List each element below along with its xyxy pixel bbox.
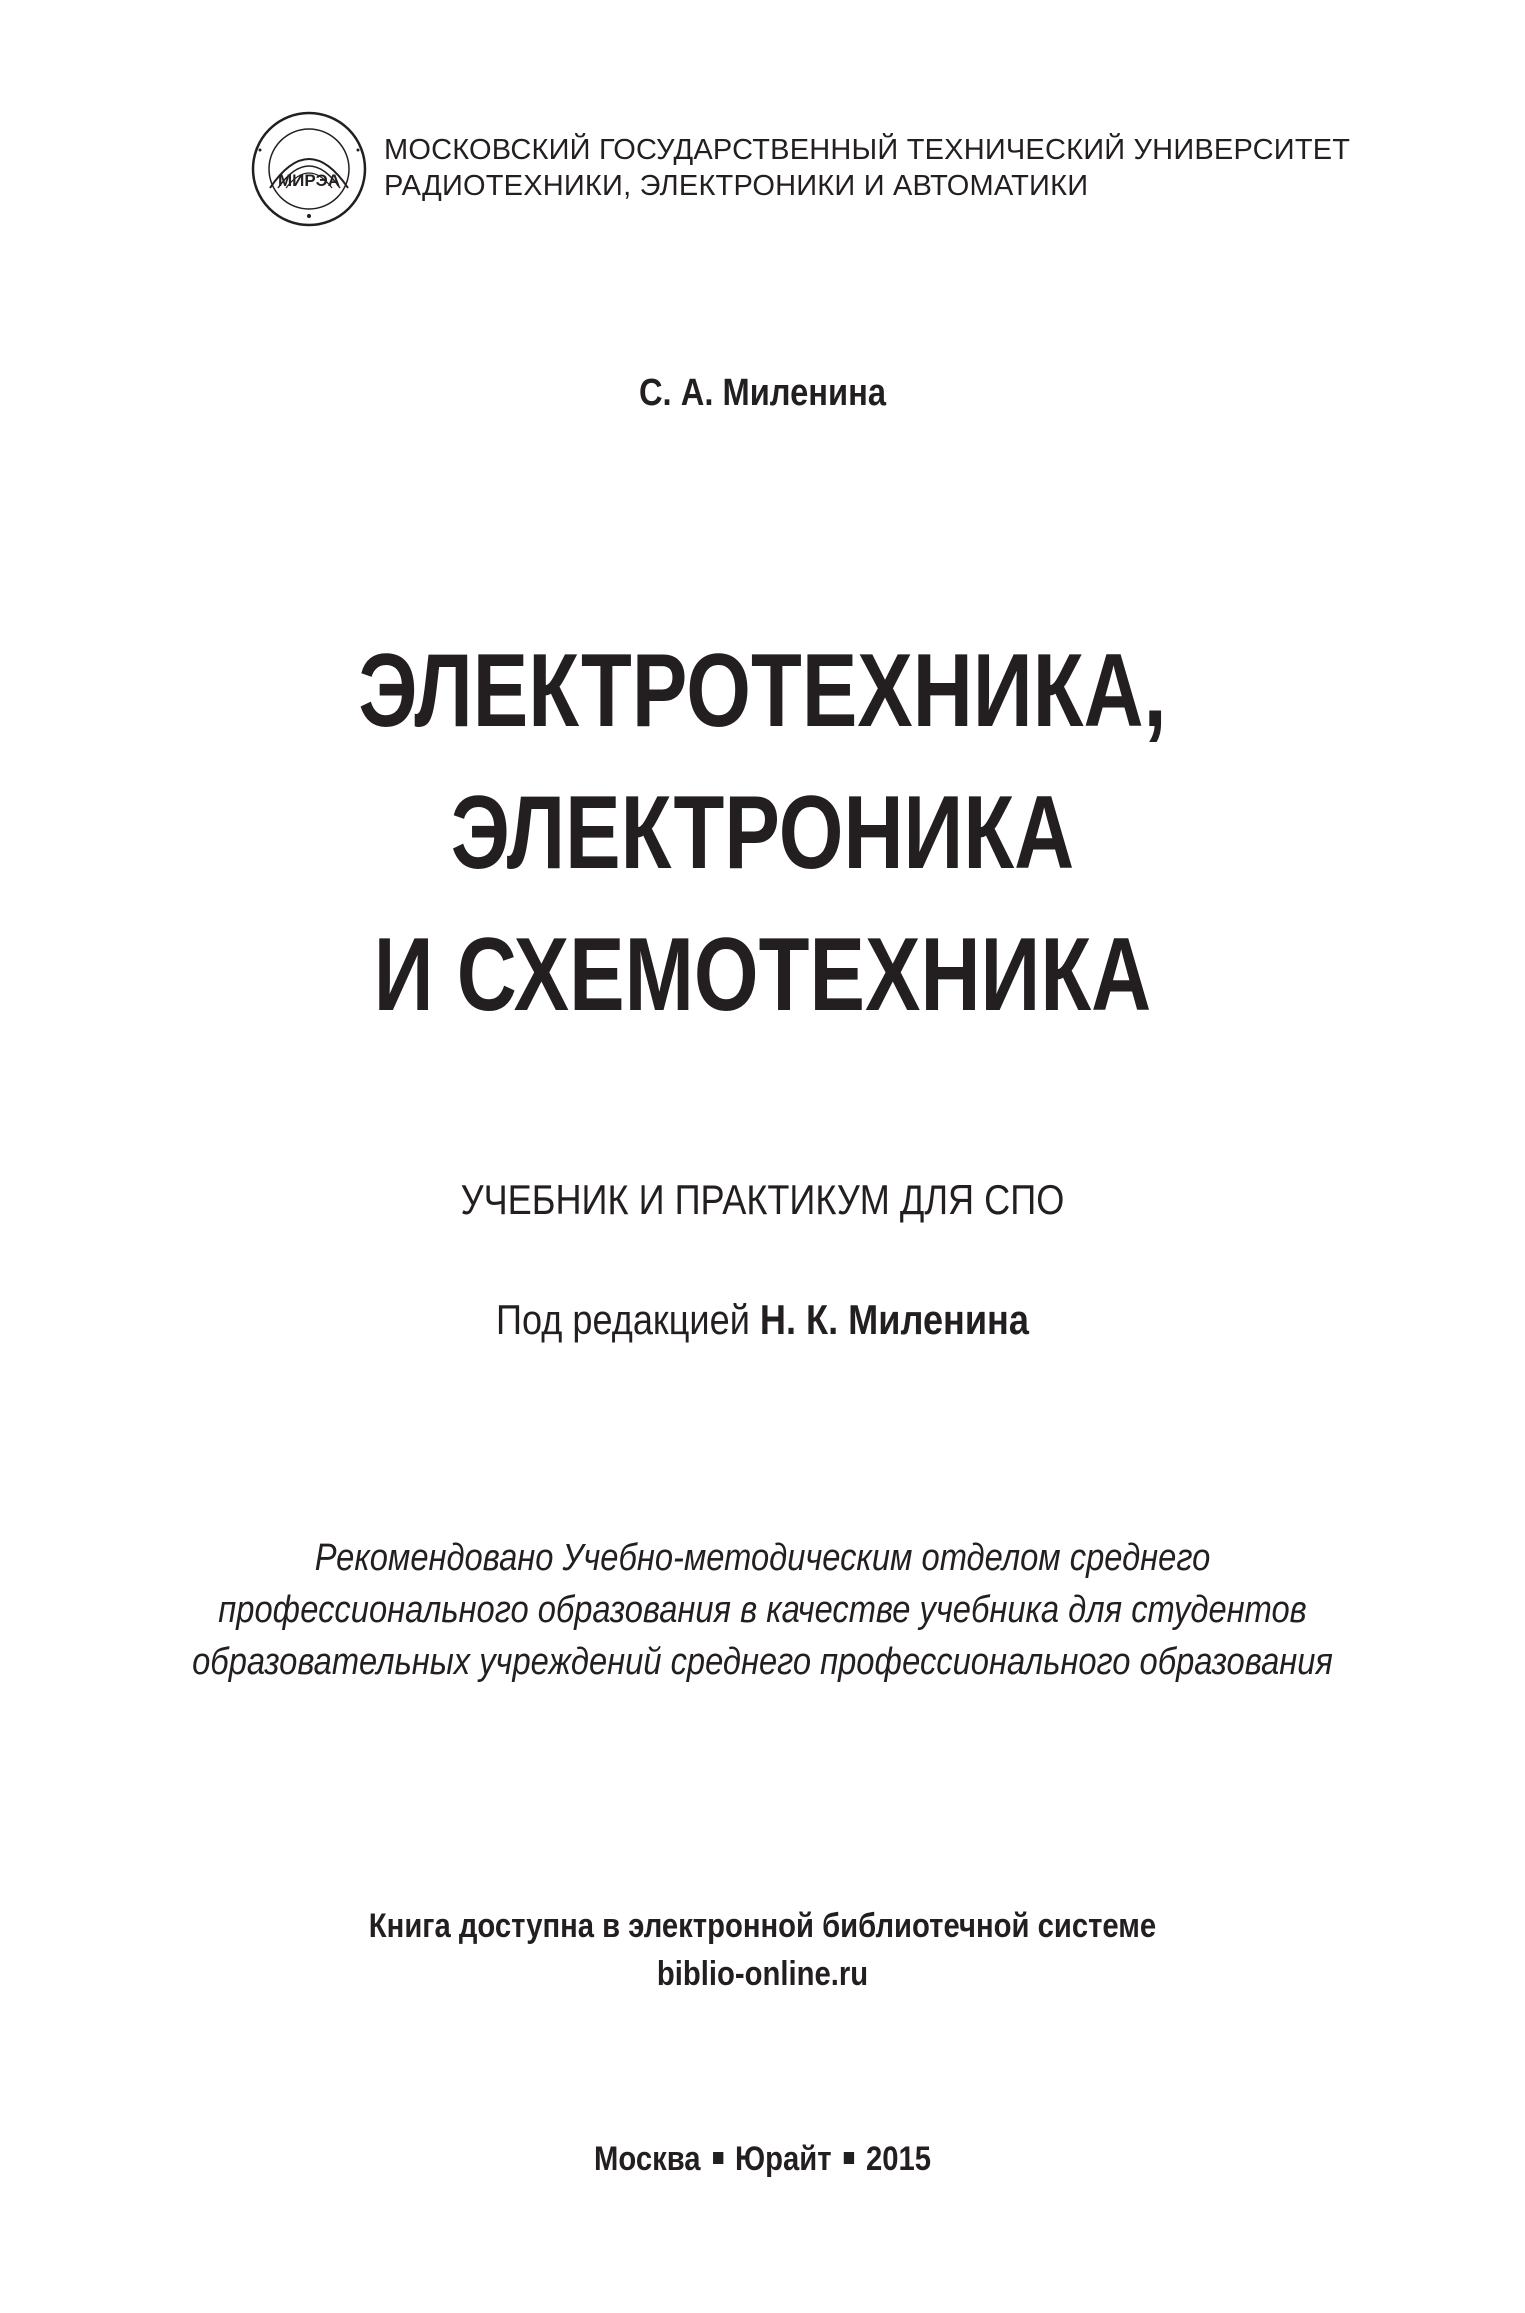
logo-text: МИРЭА bbox=[277, 171, 341, 190]
university-seal-icon bbox=[250, 110, 368, 228]
title-line-3: И СХЕМОТЕХНИКА bbox=[373, 917, 1152, 1033]
editor bbox=[107, 1296, 1419, 1344]
university-line-2: РАДИОТЕХНИКИ, ЭЛЕКТРОНИКИ И АВТОМАТИКИ bbox=[384, 170, 1089, 202]
separator-square-icon bbox=[844, 2152, 854, 2164]
recommendation-line-2: профессионального образования в качестве учебника для студентов bbox=[218, 1589, 1307, 1631]
separator-square-icon bbox=[713, 2152, 723, 2164]
title-line-1: ЭЛЕКТРОТЕХНИКА, bbox=[358, 633, 1167, 749]
imprint bbox=[107, 2140, 1419, 2179]
university-name bbox=[384, 132, 1350, 204]
recommendation bbox=[107, 1532, 1419, 1688]
editor-prefix: Под редакцией bbox=[496, 1296, 750, 1343]
university-line-1: МОСКОВСКИЙ ГОСУДАРСТВЕННЫЙ ТЕХНИЧЕСКИЙ УНИВЕРСИТЕТ bbox=[384, 134, 1351, 166]
editor-name: Н. К. Миленина bbox=[759, 1296, 1029, 1343]
recommendation-line-1: Рекомендовано Учебно-методическим отделом среднего bbox=[314, 1537, 1211, 1579]
imprint-publisher: Юрайт bbox=[734, 2140, 832, 2178]
book-title bbox=[153, 620, 1373, 1046]
title-line-2: ЭЛЕКТРОНИКА bbox=[450, 775, 1075, 891]
book-subtitle: УЧЕБНИК И ПРАКТИКУМ ДЛЯ СПО bbox=[460, 1176, 1065, 1223]
availability-note bbox=[107, 1902, 1419, 1998]
header bbox=[250, 110, 1350, 240]
availability-link: biblio-online.ru bbox=[656, 1955, 869, 1993]
availability-line-1: Книга доступна в электронной библиотечной системе bbox=[368, 1907, 1157, 1945]
author: С. А. Миленина bbox=[638, 372, 887, 414]
recommendation-line-3: образовательных учреждений среднего профессионального образования bbox=[192, 1641, 1333, 1683]
imprint-year: 2015 bbox=[865, 2140, 932, 2178]
imprint-city: Москва bbox=[593, 2140, 701, 2178]
